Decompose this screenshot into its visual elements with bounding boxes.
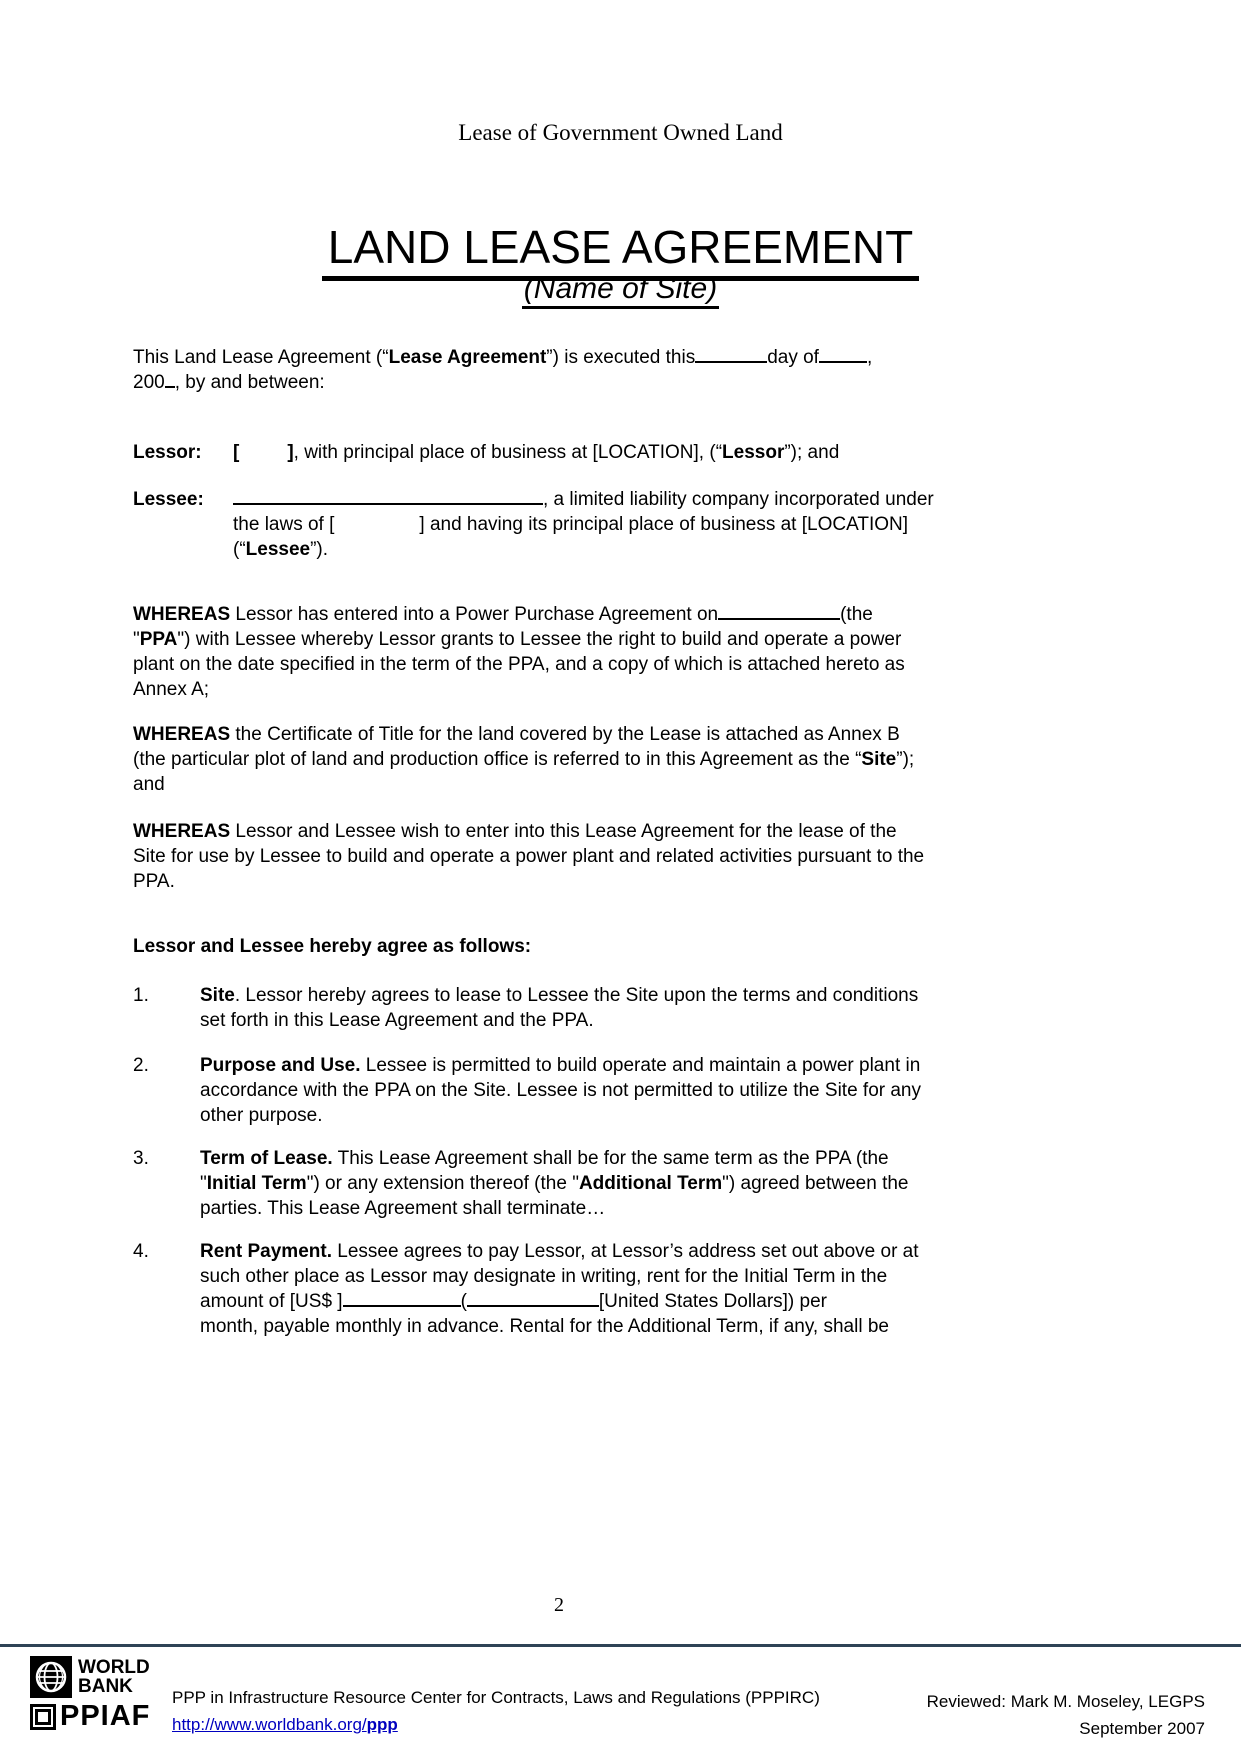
footer-divider [0,1644,1241,1647]
lessee-row [133,487,1023,562]
clause-number: 3. [133,1148,149,1169]
document-subtitle-text: (Name of Site) [522,272,719,309]
footer-center-title: PPP in Infrastructure Resource Center for Contracts, Laws and Regulations (PPPIRC) [172,1688,820,1707]
ppiaf-wordmark: PPIAF [60,1700,151,1732]
lessee-text: , a limited liability company incorporated under the laws of [ ] and having its principal place of business at [LOCATION] (“Lessee”). [233,489,934,560]
document-type-heading: Lease of Government Owned Land [458,120,783,145]
page-number: 2 [554,1594,564,1616]
ppiaf-logo [30,1702,150,1731]
footer-right [927,1688,1205,1742]
clause-text: Term of Lease. This Lease Agreement shall be for the same term as the PPA (the "Initial Term") or any extension thereof (the "Additional Term") agreed between the parties. This Lease Agreement shall terminate… [200,1148,909,1219]
clause-rent [133,1239,1023,1339]
document-title-text: LAND LEASE AGREEMENT [322,220,919,281]
world-bank-logo [30,1656,150,1698]
intro-paragraph: This Land Lease Agreement (“Lease Agreement”) is executed this day of , 200 , by and between: [133,347,873,393]
clause-term [133,1146,1023,1221]
world-bank-globe-icon [30,1656,72,1698]
lessor-label: Lessor: [133,442,202,463]
lessor-text: [ ], with principal place of business at [LOCATION], (“Lessor”); and [233,442,840,463]
footer-reviewed-by: Reviewed: Mark M. Moseley, LEGPS [926,1692,1205,1711]
clause-purpose [133,1053,1023,1128]
clause-number: 2. [133,1055,149,1076]
recital-title: WHEREAS the Certificate of Title for the land covered by the Lease is attached as Annex B (the particular plot of land and production office is referred to in this Agreement as the “Site”); and [133,724,915,795]
recital-lease: WHEREAS Lessor and Lessee wish to enter into this Lease Agreement for the lease of the Site for use by Lessee to build and operate a power plant and related activities pursuant to the PPA. [133,821,925,892]
footer-logos [30,1656,150,1731]
clause-text: Purpose and Use. Lessee is permitted to build operate and maintain a power plant in accordance with the PPA on the Site. Lessee is not permitted to utilize the Site for any other purpose. [200,1055,921,1126]
lessee-label: Lessee: [133,489,204,510]
lessor-row [133,440,1023,465]
footer-date: September 2007 [1079,1719,1205,1738]
agreement-heading: Lessor and Lessee hereby agree as follows: [133,936,532,957]
world-bank-wordmark: WORLD BANK [78,1657,150,1697]
worldbank-ppp-link[interactable]: http://www.worldbank.org/ppp [172,1715,398,1734]
clause-number: 4. [133,1241,149,1262]
footer-center [172,1684,820,1738]
recital-ppa: WHEREAS Lessor has entered into a Power Purchase Agreement on (the "PPA") with Lessee whereby Lessor grants to Lessee the right to build and operate a power plant on the date specified in the term of the PPA, and a copy of which is attached hereto as Annex A; [133,604,905,700]
clause-site [133,983,1023,1033]
clause-number: 1. [133,985,149,1006]
clause-text: Site. Lessor hereby agrees to lease to Lessee the Site upon the terms and conditions set forth in this Lease Agreement and the PPA. [200,985,919,1031]
document-subtitle [0,272,1241,309]
clause-text: Rent Payment. Lessee agrees to pay Lessor, at Lessor’s address set out above or at such other place as Lessor may designate in writing, rent for the Initial Term in the amount of [US$ ] ( [United States Dollars]) per month, payable monthly in advance. Rental for the Additional Term, if any, shall be [200,1241,919,1337]
ppiaf-icon [30,1704,56,1730]
